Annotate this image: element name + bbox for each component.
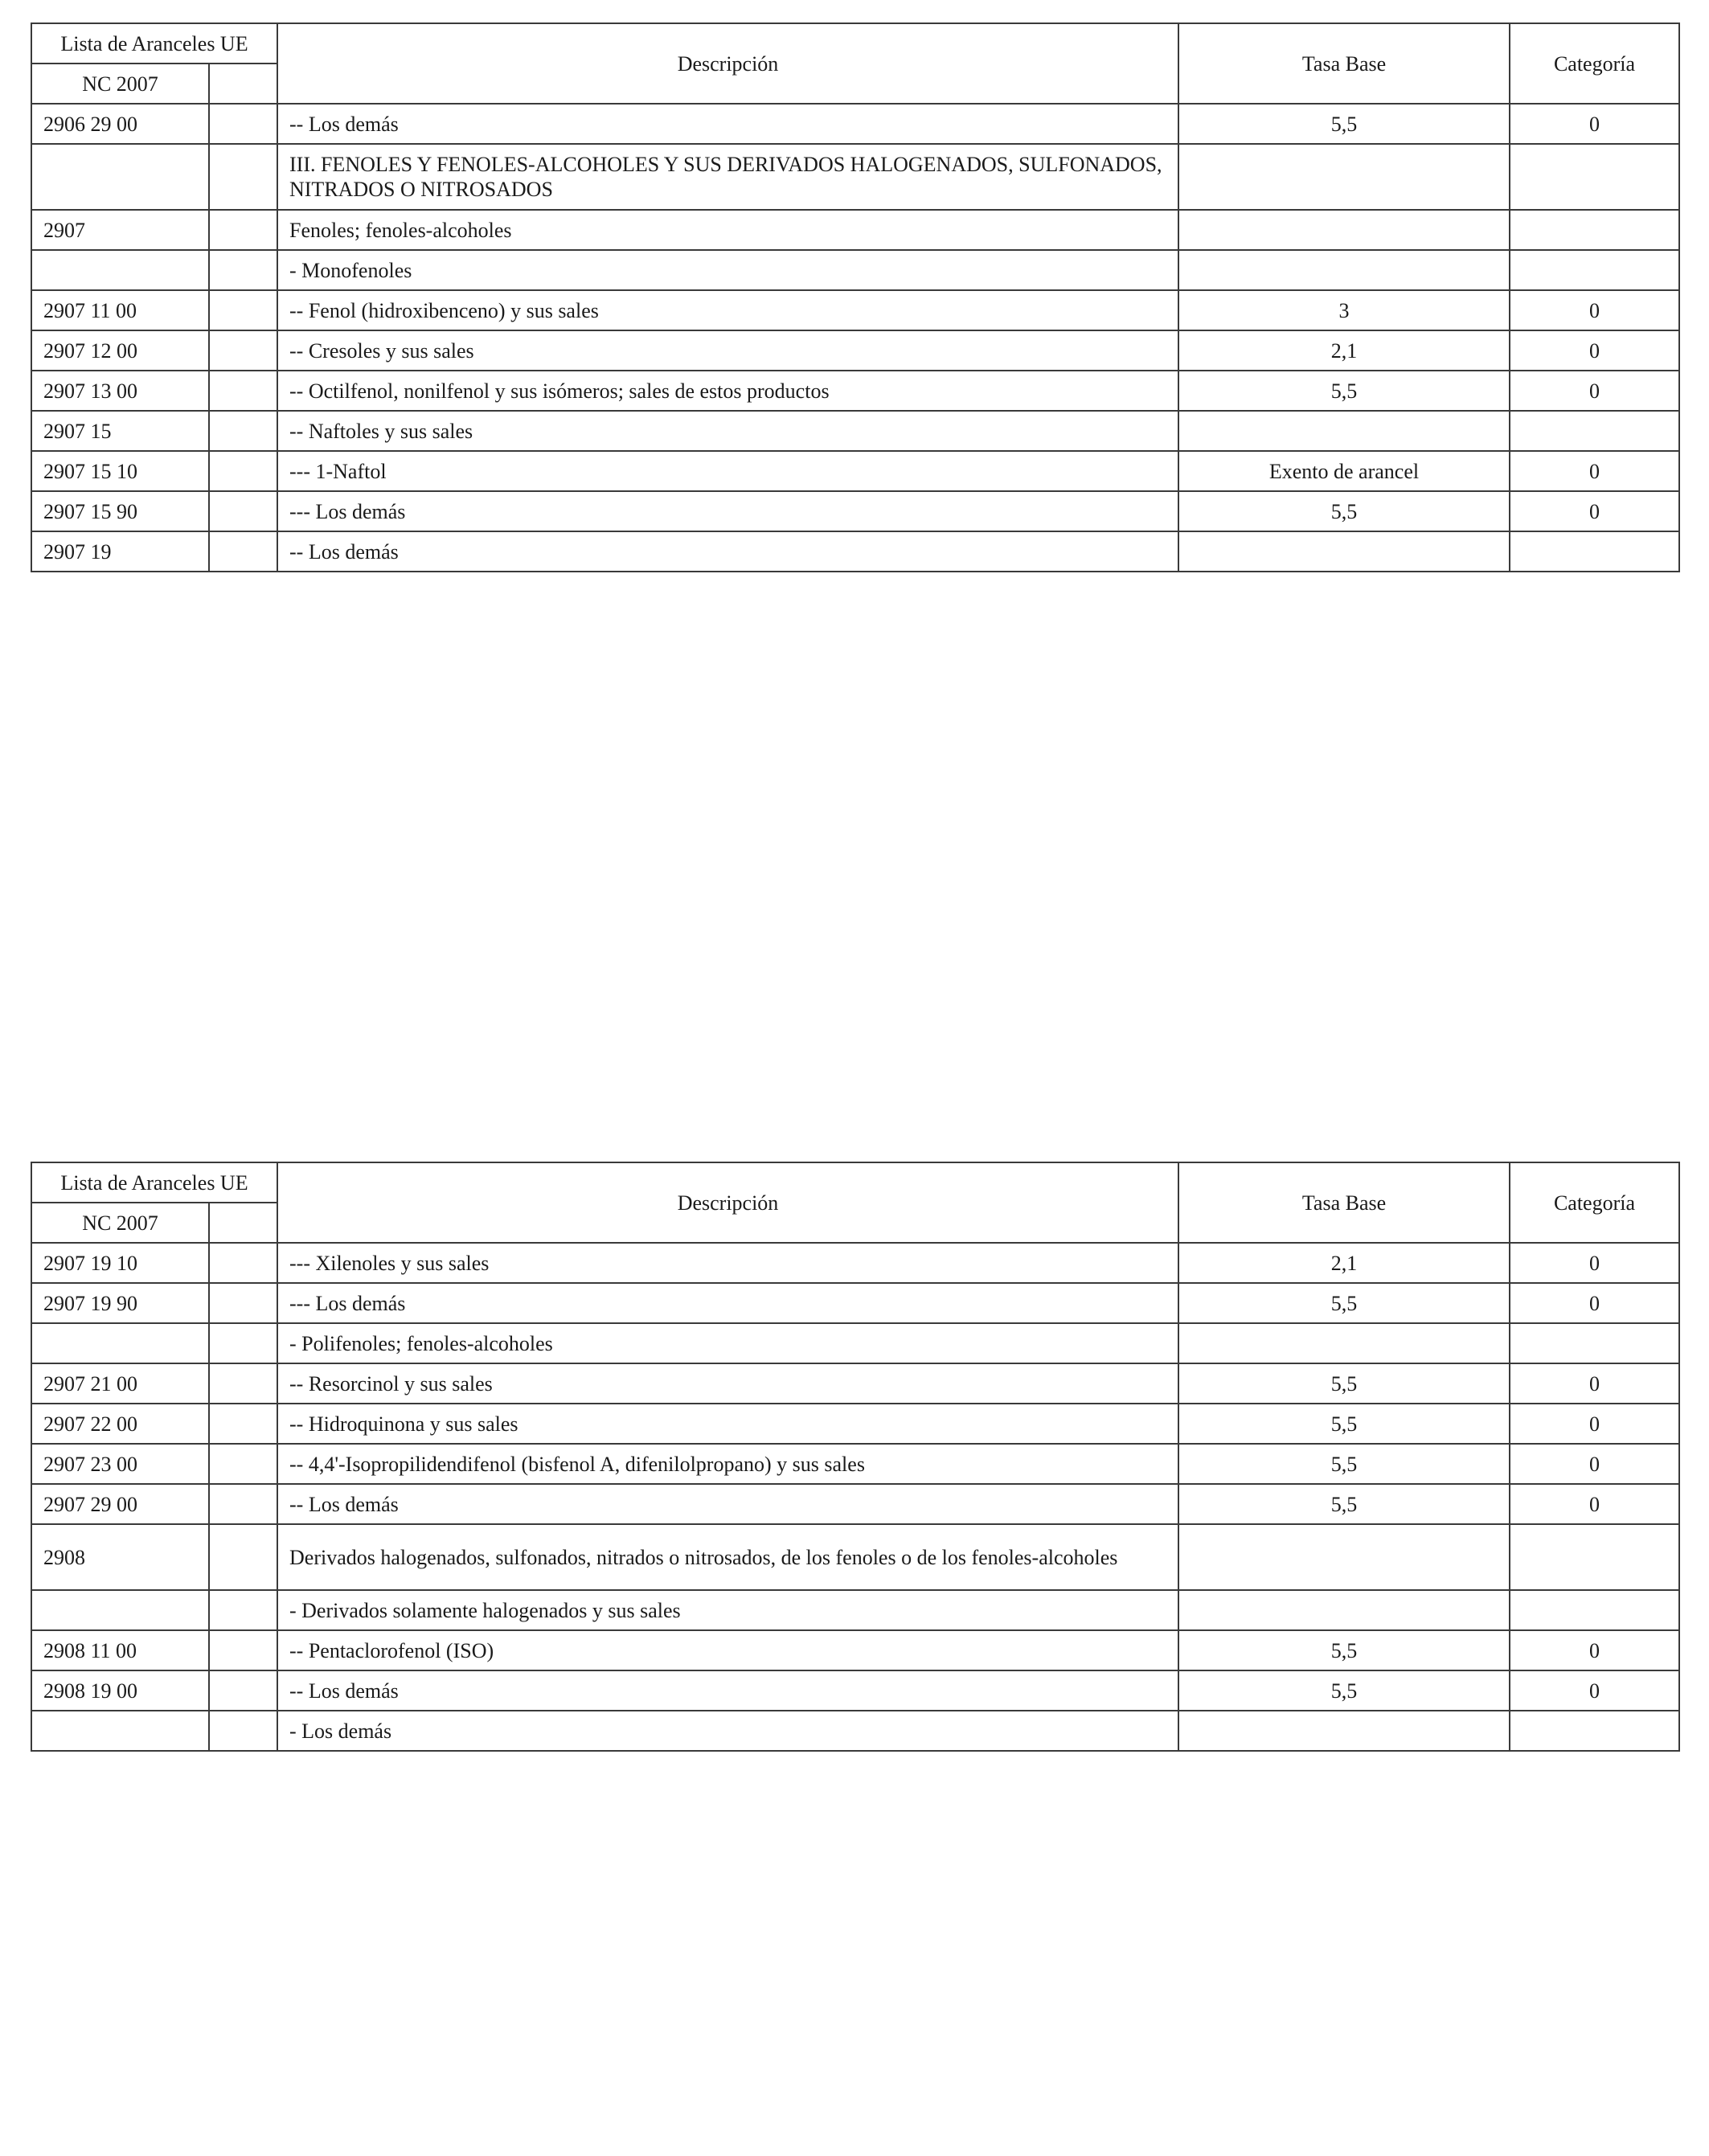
row-description: - Polifenoles; fenoles-alcoholes [277,1323,1178,1363]
table-row [31,1444,1679,1484]
row-code [31,250,209,290]
row-rate: 2,1 [1178,1243,1510,1283]
row-rate [1178,411,1510,451]
row-description: III. FENOLES Y FENOLES-ALCOHOLES Y SUS DERIVADOS HALOGENADOS, SULFONADOS, NITRADOS O NITROSADOS [277,144,1178,210]
table-header [31,1162,1679,1243]
row-category: 0 [1510,1404,1679,1444]
row-category [1510,531,1679,572]
row-description: -- Cresoles y sus sales [277,330,1178,371]
table-row [31,1363,1679,1404]
row-blank [209,1444,277,1484]
table-row [31,1283,1679,1323]
row-code [31,1590,209,1630]
row-rate: 5,5 [1178,1283,1510,1323]
row-rate: 5,5 [1178,1404,1510,1444]
header-category: Categoría [1510,1162,1679,1243]
table-row [31,531,1679,572]
row-rate: 5,5 [1178,1630,1510,1670]
table-row [31,411,1679,451]
row-category: 0 [1510,491,1679,531]
table-row [31,330,1679,371]
table-row [31,1243,1679,1283]
row-code: 2907 19 90 [31,1283,209,1323]
tariff-table-2 [31,1162,1680,1752]
row-blank [209,1404,277,1444]
row-category: 0 [1510,1363,1679,1404]
row-description: -- Hidroquinona y sus sales [277,1404,1178,1444]
row-category: 0 [1510,104,1679,144]
row-description: -- 4,4'-Isopropilidendifenol (bisfenol A, difenilolpropano) y sus sales [277,1444,1178,1484]
row-description: -- Octilfenol, nonilfenol y sus isómeros; sales de estos productos [277,371,1178,411]
row-category [1510,1323,1679,1363]
row-category: 0 [1510,330,1679,371]
header-base-rate: Tasa Base [1178,1162,1510,1243]
row-category [1510,250,1679,290]
row-category [1510,1524,1679,1590]
row-blank [209,1484,277,1524]
row-category [1510,210,1679,250]
header-list: Lista de Aranceles UE [31,23,277,64]
row-code [31,1711,209,1751]
row-rate: 5,5 [1178,1670,1510,1711]
row-code: 2907 15 10 [31,451,209,491]
row-category [1510,1711,1679,1751]
row-description: -- Los demás [277,1484,1178,1524]
row-description: --- Los demás [277,491,1178,531]
row-blank [209,1590,277,1630]
row-description: --- 1-Naftol [277,451,1178,491]
row-rate: 2,1 [1178,330,1510,371]
row-category [1510,144,1679,210]
tariff-table-1 [31,23,1680,572]
row-description: -- Fenol (hidroxibenceno) y sus sales [277,290,1178,330]
row-code: 2907 23 00 [31,1444,209,1484]
row-blank [209,1630,277,1670]
table-body [31,1243,1679,1751]
row-description: - Los demás [277,1711,1178,1751]
table-row [31,104,1679,144]
table-row [31,1670,1679,1711]
header-base-rate: Tasa Base [1178,23,1510,104]
row-category: 0 [1510,1283,1679,1323]
row-blank [209,411,277,451]
row-rate: Exento de arancel [1178,451,1510,491]
row-description: - Monofenoles [277,250,1178,290]
row-blank [209,1363,277,1404]
row-blank [209,104,277,144]
row-blank [209,1670,277,1711]
row-rate: 5,5 [1178,1484,1510,1524]
row-rate [1178,210,1510,250]
table-row [31,1323,1679,1363]
row-code: 2907 21 00 [31,1363,209,1404]
row-rate [1178,1711,1510,1751]
header-list: Lista de Aranceles UE [31,1162,277,1203]
table-row [31,144,1679,210]
table-row [31,210,1679,250]
header-category: Categoría [1510,23,1679,104]
table-row [31,1630,1679,1670]
row-blank [209,210,277,250]
row-blank [209,371,277,411]
row-description: - Derivados solamente halogenados y sus sales [277,1590,1178,1630]
table-row [31,491,1679,531]
row-description: -- Los demás [277,531,1178,572]
row-code: 2907 19 [31,531,209,572]
row-rate [1178,1323,1510,1363]
row-rate: 5,5 [1178,491,1510,531]
row-blank [209,1243,277,1283]
row-code [31,144,209,210]
row-category: 0 [1510,1484,1679,1524]
row-category [1510,1590,1679,1630]
row-description: -- Naftoles y sus sales [277,411,1178,451]
row-code: 2907 12 00 [31,330,209,371]
row-rate: 5,5 [1178,371,1510,411]
row-description: --- Xilenoles y sus sales [277,1243,1178,1283]
row-blank [209,1711,277,1751]
row-category: 0 [1510,1670,1679,1711]
table-header [31,23,1679,104]
row-blank [209,144,277,210]
row-code: 2907 15 90 [31,491,209,531]
row-code: 2907 15 [31,411,209,451]
row-category [1510,411,1679,451]
row-rate [1178,1590,1510,1630]
row-code: 2907 29 00 [31,1484,209,1524]
row-blank [209,330,277,371]
row-rate: 3 [1178,290,1510,330]
table-row [31,290,1679,330]
row-rate [1178,1524,1510,1590]
row-code: 2908 [31,1524,209,1590]
row-blank [209,531,277,572]
table-row [31,1590,1679,1630]
row-blank [209,1524,277,1590]
row-category: 0 [1510,371,1679,411]
row-rate: 5,5 [1178,1444,1510,1484]
row-blank [209,1323,277,1363]
header-blank-cell [209,1203,277,1243]
row-code: 2906 29 00 [31,104,209,144]
row-blank [209,491,277,531]
row-rate [1178,144,1510,210]
table-row [31,1484,1679,1524]
row-code: 2907 11 00 [31,290,209,330]
row-code: 2907 13 00 [31,371,209,411]
row-category: 0 [1510,1630,1679,1670]
row-code [31,1323,209,1363]
table-row [31,1524,1679,1590]
table-row [31,250,1679,290]
row-rate: 5,5 [1178,104,1510,144]
table-body [31,104,1679,572]
row-blank [209,451,277,491]
row-code: 2907 19 10 [31,1243,209,1283]
table-row [31,451,1679,491]
header-nc: NC 2007 [31,64,209,104]
row-category: 0 [1510,1444,1679,1484]
row-description: -- Pentaclorofenol (ISO) [277,1630,1178,1670]
row-rate [1178,250,1510,290]
row-blank [209,290,277,330]
row-category: 0 [1510,1243,1679,1283]
table-row [31,1711,1679,1751]
row-category: 0 [1510,451,1679,491]
row-description: -- Resorcinol y sus sales [277,1363,1178,1404]
row-code: 2907 22 00 [31,1404,209,1444]
row-category: 0 [1510,290,1679,330]
row-description: -- Los demás [277,104,1178,144]
row-rate: 5,5 [1178,1363,1510,1404]
header-description: Descripción [277,1162,1178,1243]
header-blank-cell [209,64,277,104]
row-description: Fenoles; fenoles-alcoholes [277,210,1178,250]
header-description: Descripción [277,23,1178,104]
row-blank [209,1283,277,1323]
row-rate [1178,531,1510,572]
table-row [31,1404,1679,1444]
table-row [31,371,1679,411]
row-code: 2908 19 00 [31,1670,209,1711]
row-code: 2907 [31,210,209,250]
row-description: --- Los demás [277,1283,1178,1323]
row-description: -- Los demás [277,1670,1178,1711]
header-nc: NC 2007 [31,1203,209,1243]
row-description: Derivados halogenados, sulfonados, nitrados o nitrosados, de los fenoles o de los fenoles-alcoholes [277,1524,1178,1590]
row-code: 2908 11 00 [31,1630,209,1670]
row-blank [209,250,277,290]
